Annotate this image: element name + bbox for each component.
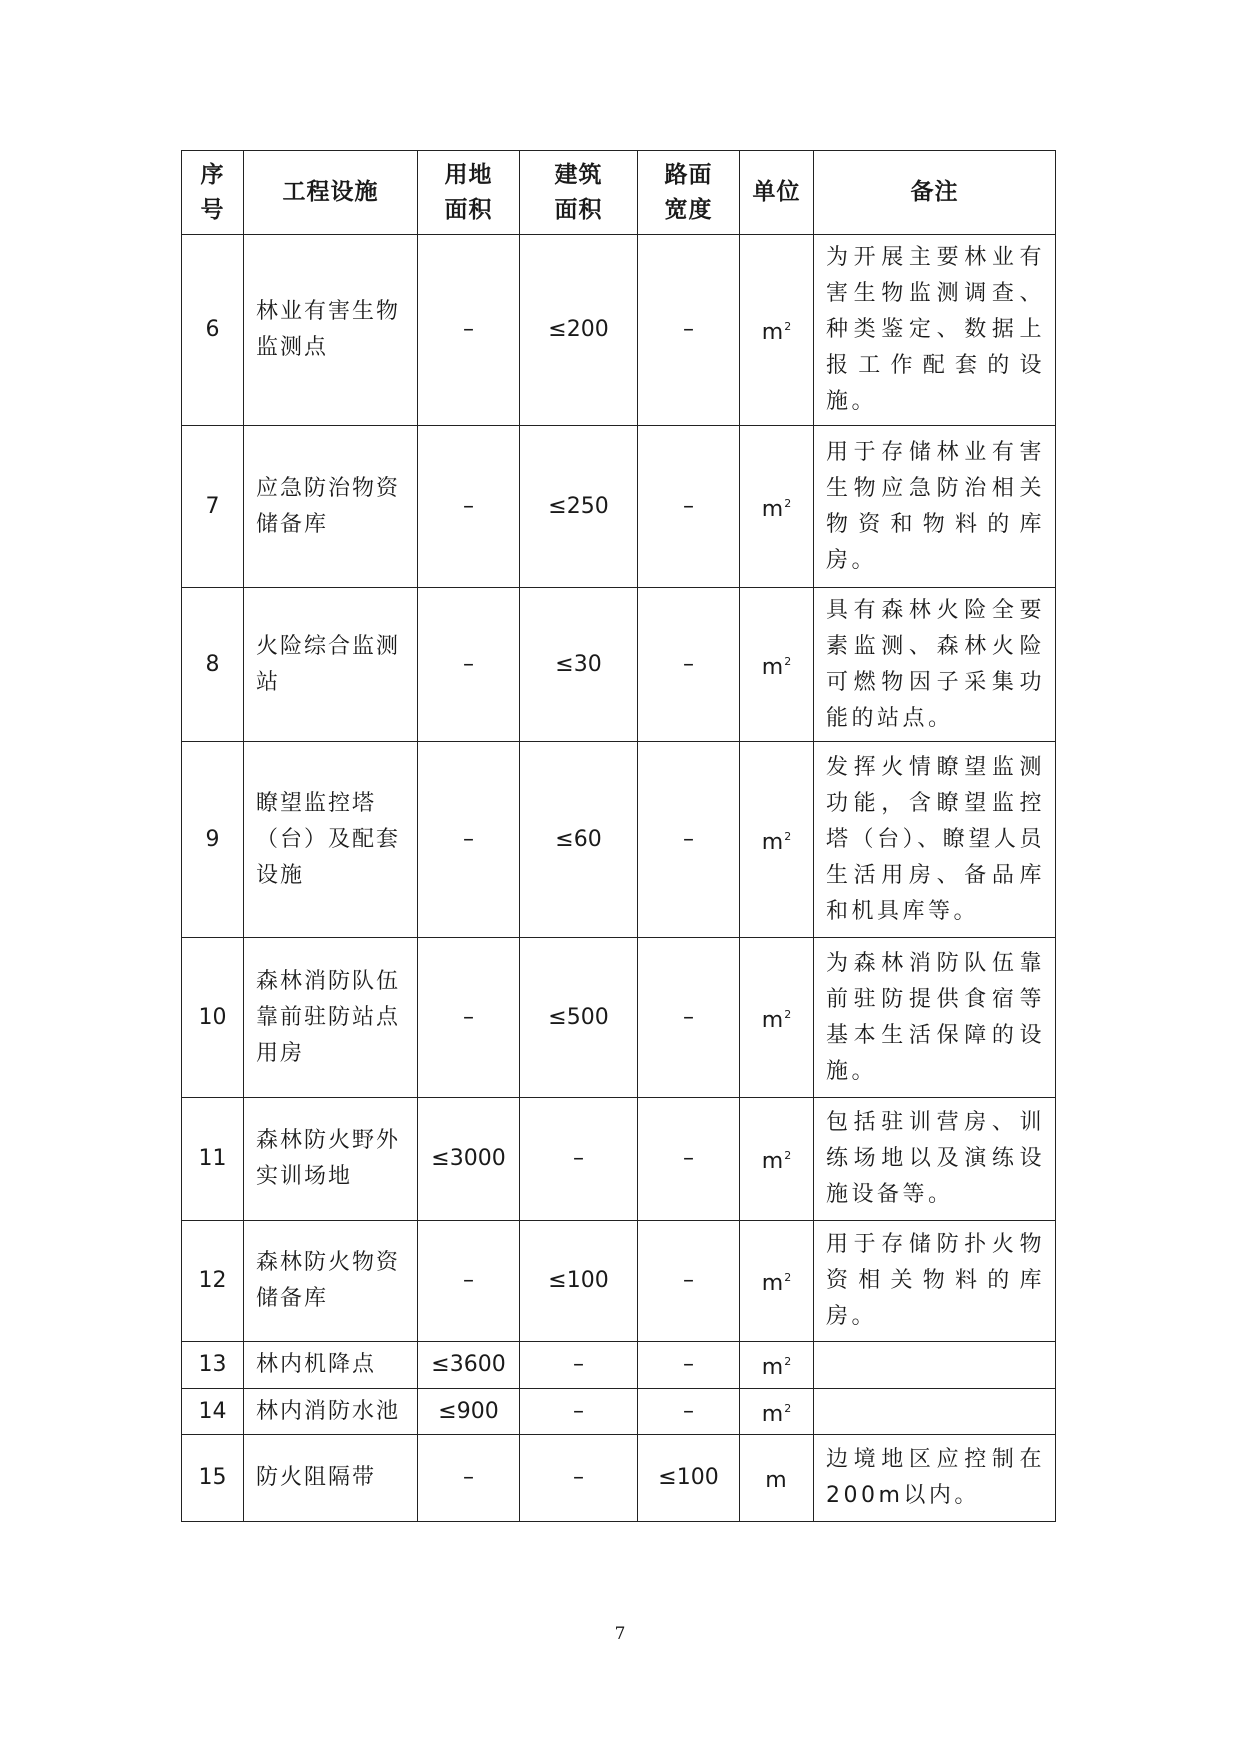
unit-superscript: 2	[784, 1401, 792, 1415]
building-area-cell: ≤200	[520, 235, 638, 426]
seq-cell: 13	[182, 1342, 244, 1389]
building-area-cell: ≤100	[520, 1221, 638, 1342]
seq-cell: 12	[182, 1221, 244, 1342]
unit-cell	[740, 742, 814, 938]
unit-text: m	[765, 1468, 787, 1493]
road-width-cell: –	[638, 426, 740, 588]
table-row	[182, 1098, 1056, 1221]
unit-superscript: 2	[784, 654, 792, 668]
land-area-cell: ≤900	[418, 1389, 520, 1435]
facility-cell: 防火阻隔带	[244, 1435, 418, 1522]
seq-cell: 7	[182, 426, 244, 588]
land-area-cell: –	[418, 588, 520, 742]
unit-text: m	[761, 1355, 784, 1380]
note-cell: 为开展主要林业有害生物监测调查、种类鉴定、数据上报工作配套的设施。	[814, 235, 1056, 426]
header-unit: 单位	[740, 151, 814, 235]
building-area-cell: –	[520, 1435, 638, 1522]
road-width-cell: –	[638, 1098, 740, 1221]
seq-cell: 10	[182, 938, 244, 1098]
header-road-width: 路面 宽度	[638, 151, 740, 235]
facility-cell: 森林防火物资储备库	[244, 1221, 418, 1342]
unit-cell	[740, 1389, 814, 1435]
unit-text: m	[761, 1007, 784, 1033]
unit-text: m	[761, 320, 784, 345]
land-area-cell: –	[418, 742, 520, 938]
building-area-cell: –	[520, 1342, 638, 1389]
road-width-cell: –	[638, 1342, 740, 1389]
note-cell	[814, 1389, 1056, 1435]
building-area-cell: ≤500	[520, 938, 638, 1098]
unit-cell	[740, 426, 814, 588]
table-row	[182, 588, 1056, 742]
land-area-cell: –	[418, 426, 520, 588]
facility-table	[181, 150, 1056, 1522]
unit-text: m	[761, 654, 784, 680]
building-area-cell: ≤60	[520, 742, 638, 938]
seq-cell: 9	[182, 742, 244, 938]
unit-cell	[740, 1435, 814, 1522]
note-cell: 包括驻训营房、训练场地以及演练设施设备等。	[814, 1098, 1056, 1221]
facility-cell: 林内机降点	[244, 1342, 418, 1389]
note-cell: 用于存储防扑火物资相关物料的库房。	[814, 1221, 1056, 1342]
header-facility: 工程设施	[244, 151, 418, 235]
page-number: 7	[614, 1624, 626, 1644]
seq-cell: 6	[182, 235, 244, 426]
seq-cell: 15	[182, 1435, 244, 1522]
table-row	[182, 938, 1056, 1098]
table-row	[182, 1435, 1056, 1522]
header-note: 备注	[814, 151, 1056, 235]
note-cell: 具有森林火险全要素监测、森林火险可燃物因子采集功能的站点。	[814, 588, 1056, 742]
unit-cell	[740, 588, 814, 742]
table-row	[182, 1221, 1056, 1342]
road-width-cell: –	[638, 1221, 740, 1342]
land-area-cell: –	[418, 938, 520, 1098]
table-row	[182, 1389, 1056, 1435]
building-area-cell: –	[520, 1098, 638, 1221]
note-cell: 用于存储林业有害生物应急防治相关物资和物料的库房。	[814, 426, 1056, 588]
table-row	[182, 426, 1056, 588]
unit-text: m	[761, 1149, 784, 1174]
header-building-area: 建筑 面积	[520, 151, 638, 235]
land-area-cell: –	[418, 235, 520, 426]
unit-superscript: 2	[784, 496, 792, 510]
facility-cell: 森林防火野外实训场地	[244, 1098, 418, 1221]
unit-superscript: 2	[784, 1271, 792, 1284]
facility-cell: 林业有害生物监测点	[244, 235, 418, 426]
header-land-area: 用地 面积	[418, 151, 520, 235]
road-width-cell: –	[638, 938, 740, 1098]
road-width-cell: –	[638, 1389, 740, 1435]
table-header	[182, 151, 1056, 235]
building-area-cell: –	[520, 1389, 638, 1435]
unit-cell	[740, 235, 814, 426]
land-area-cell: –	[418, 1435, 520, 1522]
unit-superscript: 2	[784, 829, 792, 843]
note-cell: 边境地区应控制在200m以内。	[814, 1435, 1056, 1522]
seq-cell: 11	[182, 1098, 244, 1221]
table-row	[182, 1342, 1056, 1389]
header-seq: 序 号	[182, 151, 244, 235]
land-area-cell: ≤3000	[418, 1098, 520, 1221]
unit-cell	[740, 1342, 814, 1389]
unit-text: m	[761, 1401, 784, 1427]
facility-cell: 应急防治物资储备库	[244, 426, 418, 588]
building-area-cell: ≤30	[520, 588, 638, 742]
note-cell	[814, 1342, 1056, 1389]
unit-superscript: 2	[784, 1149, 792, 1162]
table-row	[182, 235, 1056, 426]
unit-cell	[740, 1221, 814, 1342]
unit-superscript: 2	[784, 1355, 792, 1368]
unit-superscript: 2	[784, 1007, 792, 1021]
facility-cell: 瞭望监控塔（台）及配套设施	[244, 742, 418, 938]
unit-cell	[740, 1098, 814, 1221]
unit-text: m	[761, 829, 784, 855]
header-row	[182, 151, 1056, 235]
building-area-cell: ≤250	[520, 426, 638, 588]
facility-cell: 森林消防队伍靠前驻防站点用房	[244, 938, 418, 1098]
table-row	[182, 742, 1056, 938]
road-width-cell: –	[638, 588, 740, 742]
unit-text: m	[761, 1271, 784, 1296]
unit-text: m	[761, 496, 784, 522]
road-width-cell: –	[638, 742, 740, 938]
note-cell: 发挥火情瞭望监测功能，含瞭望监控塔（台）、瞭望人员生活用房、备品库和机具库等。	[814, 742, 1056, 938]
land-area-cell: –	[418, 1221, 520, 1342]
note-cell: 为森林消防队伍靠前驻防提供食宿等基本生活保障的设施。	[814, 938, 1056, 1098]
seq-cell: 8	[182, 588, 244, 742]
seq-cell: 14	[182, 1389, 244, 1435]
unit-cell	[740, 938, 814, 1098]
facility-cell: 林内消防水池	[244, 1389, 418, 1435]
road-width-cell: –	[638, 235, 740, 426]
table-body	[182, 235, 1056, 1522]
facility-cell: 火险综合监测站	[244, 588, 418, 742]
road-width-cell: ≤100	[638, 1435, 740, 1522]
unit-superscript: 2	[784, 320, 792, 333]
land-area-cell: ≤3600	[418, 1342, 520, 1389]
